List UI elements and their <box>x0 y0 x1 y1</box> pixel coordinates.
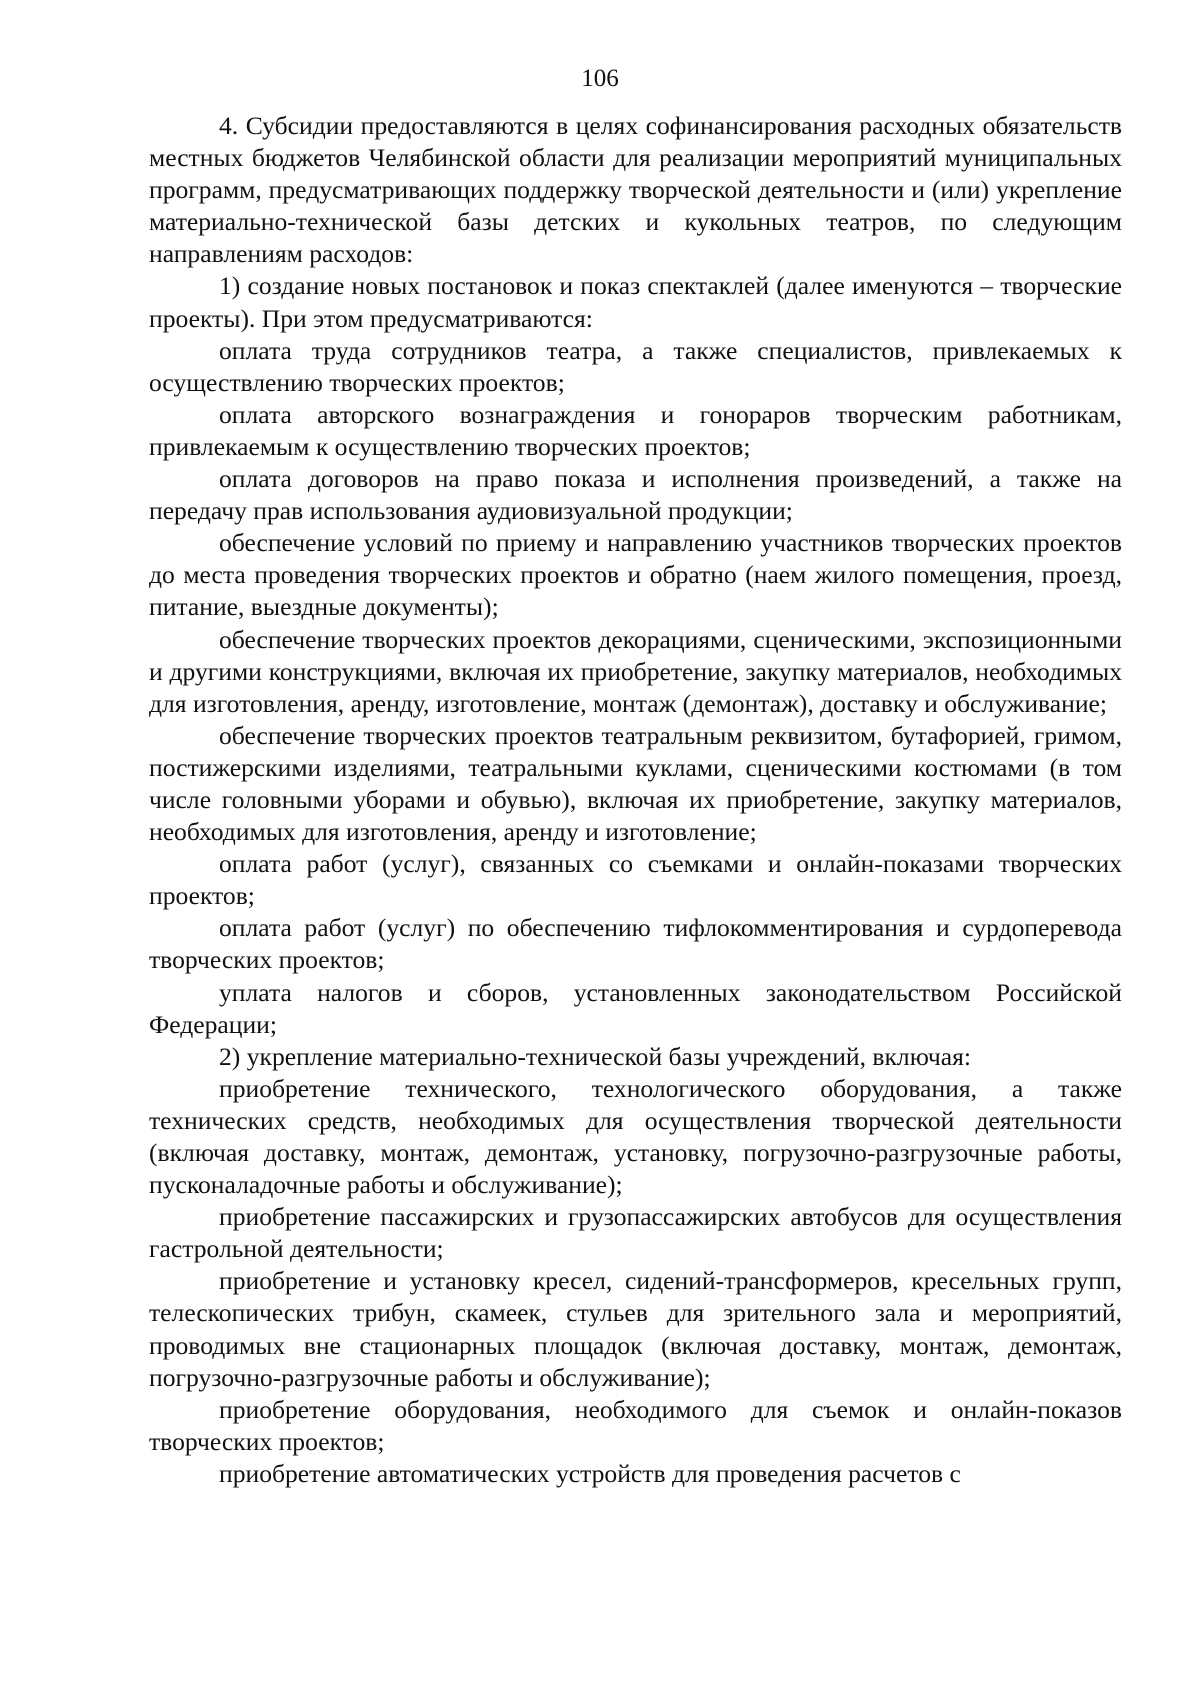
paragraph-item-1-creative-projects: 1) создание новых постановок и показ спектаклей (далее именуются – творческие проекты). При этом предусматриваются: <box>149 271 1122 333</box>
paragraph-item-2-material-base: 2) укрепление материально-технической базы учреждений, включая: <box>219 1041 971 1071</box>
paragraph-payment-devices: приобретение автоматических устройств для проведения расчетов с <box>219 1458 961 1488</box>
paragraph-participant-conditions: обеспечение условий по приему и направлению участников творческих проектов до места проведения творческих проектов и обратно (наем жилого помещения, проезд, питание, выездные документы); <box>149 528 1122 622</box>
paragraph-subsidy-purpose: 4. Субсидии предоставляются в целях софинансирования расходных обязательств местных бюджетов Челябинской области для реализации мероприятий муниципальных программ, предусматривающих поддержку творческой деятельности и (или) укрепление материально-технической базы детских и кукольных театров, по следующим направлениям расходов: <box>149 111 1122 269</box>
paragraph-filming-services: оплата работ (услуг), связанных со съемками и онлайн-показами творческих проектов; <box>149 849 1122 911</box>
paragraph-accessibility-services: оплата работ (услуг) по обеспечению тифлокомментирования и сурдоперевода творческих проектов; <box>149 913 1122 975</box>
paragraph-seating-purchase: приобретение и установку кресел, сидений-трансформеров, кресельных групп, телескопических трибун, скамеек, стульев для зрительного зала и мероприятий, проводимых вне стационарных площадок (включая доставку, монтаж, демонтаж, погрузочно-разгрузочные работы и обслуживание); <box>149 1266 1122 1392</box>
paragraph-filming-equipment: приобретение оборудования, необходимого для съемок и онлайн-показов творческих проектов; <box>149 1394 1122 1456</box>
paragraph-rights-contracts: оплата договоров на право показа и исполнения произведений, а также на передачу прав использования аудиовизуальной продукции; <box>149 464 1122 526</box>
paragraph-props-costumes: обеспечение творческих проектов театральным реквизитом, бутафорией, гримом, постижерскими изделиями, театральными куклами, сценическими костюмами (в том числе головными уборами и обувью), включая их приобретение, закупку материалов, необходимых для изготовления, аренду и изготовление; <box>149 720 1122 847</box>
paragraph-buses-purchase: приобретение пассажирских и грузопассажирских автобусов для осуществления гастрольной деятельности; <box>149 1202 1122 1264</box>
document-body <box>149 110 1122 1490</box>
paragraph-taxes: уплата налогов и сборов, установленных законодательством Российской Федерации; <box>149 977 1122 1039</box>
paragraph-staff-payment: оплата труда сотрудников театра, а также специалистов, привлекаемых к осуществлению творческих проектов; <box>149 335 1122 397</box>
paragraph-equipment-purchase: приобретение технического, технологического оборудования, а также технических средств, необходимых для осуществления творческой деятельности (включая доставку, монтаж, демонтаж, установку, погрузочно-разгрузочные работы, пусконаладочные работы и обслуживание); <box>149 1073 1122 1200</box>
page-number: 106 <box>581 65 619 92</box>
paragraph-author-fees: оплата авторского вознаграждения и гонораров творческим работникам, привлекаемым к осуществлению творческих проектов; <box>149 399 1122 461</box>
paragraph-decorations: обеспечение творческих проектов декорациями, сценическими, экспозиционными и другими конструкциями, включая их приобретение, закупку материалов, необходимых для изготовления, аренду, изготовление, монтаж (демонтаж), доставку и обслуживание; <box>149 624 1122 718</box>
